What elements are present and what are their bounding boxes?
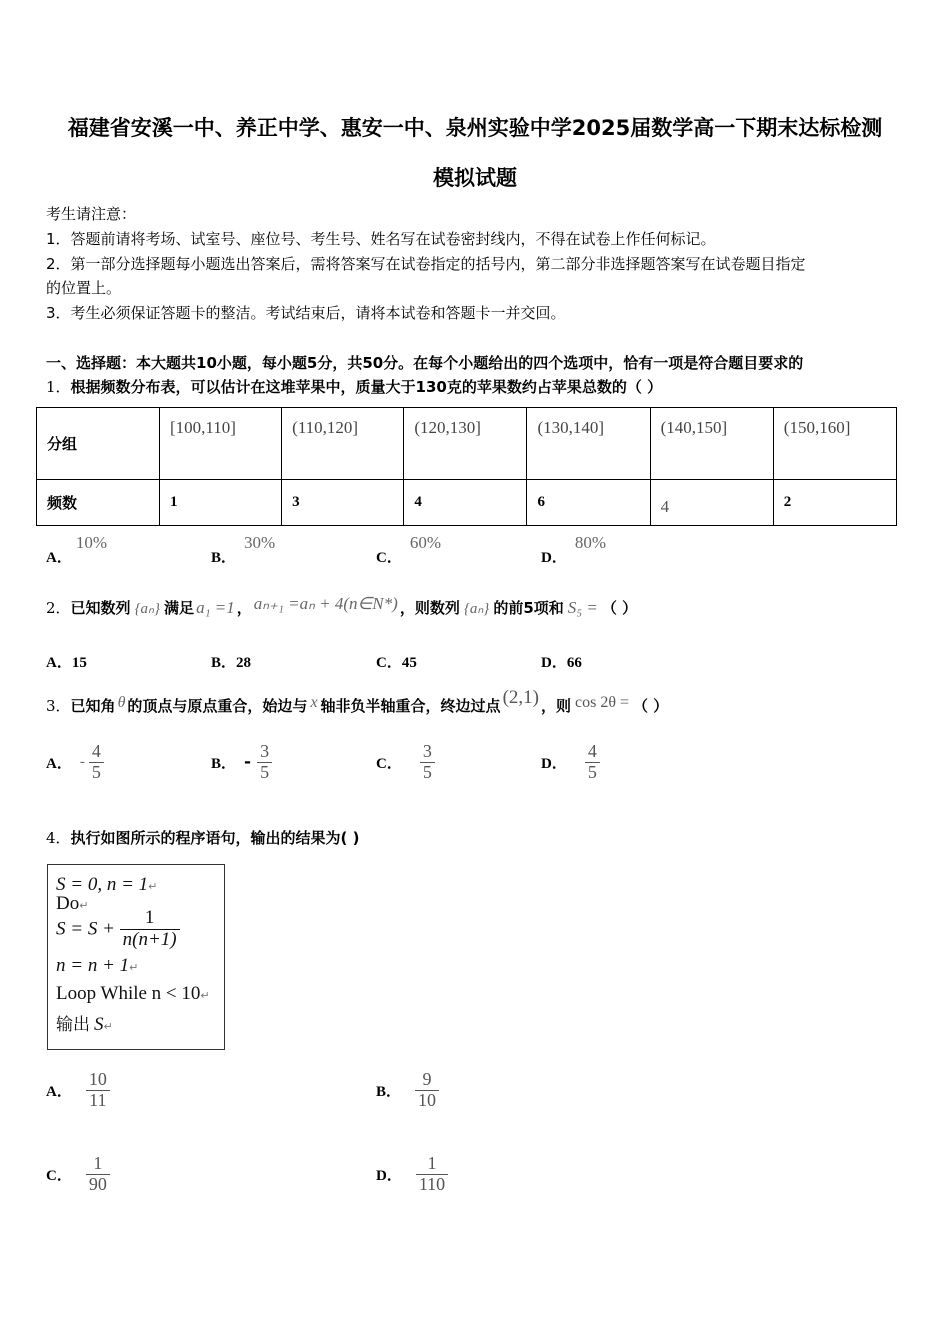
option-a[interactable] [46, 1070, 110, 1111]
question-text: 执行如图所示的程序语句，输出的结果为( ) [70, 829, 360, 847]
code-text: Loop While n < 10 [56, 983, 201, 1004]
question-number: 1． [46, 378, 71, 396]
option-b[interactable] [376, 1070, 439, 1111]
option-b[interactable] [211, 742, 272, 783]
return-mark: ↵ [148, 880, 158, 893]
fraction-numerator: 1 [144, 907, 155, 928]
return-mark: ↵ [200, 989, 210, 1002]
question-text: 轴非负半轴重合，终边过点 [320, 697, 501, 715]
table-cell: (140,150] [650, 408, 773, 480]
question-text: （ ） [633, 697, 669, 715]
option-a[interactable] [46, 742, 104, 783]
math-expr: θ [117, 694, 126, 711]
option-label: D． [376, 1167, 402, 1184]
table-cell: (120,130] [404, 408, 527, 480]
fraction-denominator: n(n+1) [120, 929, 180, 951]
sequence-expr: {aₙ} [134, 601, 161, 617]
option-value: 10% [75, 533, 108, 552]
page-title-line2: 模拟试题 [433, 166, 517, 190]
fraction-denominator: 11 [86, 1090, 110, 1111]
question-text: 的前5项和 [493, 599, 564, 617]
question-text: ， [236, 599, 252, 617]
option-label: C． [376, 755, 402, 772]
option-label: C． [376, 550, 402, 566]
option-label: B． [211, 550, 237, 566]
code-text: S = 0, n = 1 [56, 874, 149, 895]
option-c[interactable] [46, 1154, 110, 1195]
table-cell: [100,110] [160, 408, 282, 480]
program-line [56, 908, 180, 951]
option-d[interactable] [541, 742, 600, 783]
table-cell: (130,140] [527, 408, 650, 480]
question-text: 的顶点与原点重合，始边与 [127, 697, 308, 715]
option-value: 30% [244, 533, 276, 552]
fraction-denominator: 5 [89, 762, 104, 783]
option-d[interactable] [541, 651, 582, 672]
option-label: B． [376, 1083, 402, 1100]
question-text: 已知数列 [70, 599, 131, 617]
sequence-expr: {aₙ} [463, 601, 490, 617]
option-label: C． [46, 1167, 72, 1184]
math-expr: x [310, 694, 318, 711]
section-heading: 一、选择题：本大题共10小题，每小题5分，共50分。在每个小题给出的四个选项中，恰有一项是符合题目要求的 [46, 354, 804, 372]
option-d[interactable] [541, 532, 607, 566]
option-label: A． [46, 755, 72, 772]
code-text: n = n + 1 [56, 955, 130, 976]
notes-heading: 考生请注意： [46, 205, 137, 223]
option-label: A． [46, 1083, 72, 1100]
question-2 [46, 594, 638, 618]
question-text: 根据频数分布表，可以估计在这堆苹果中，质量大于130克的苹果数约占苹果总数的（ ） [70, 378, 663, 396]
option-value: 80% [574, 533, 607, 552]
option-a[interactable] [46, 651, 87, 672]
fraction [585, 742, 600, 783]
option-label: D． [541, 655, 567, 671]
fraction [86, 1154, 110, 1195]
note-item: 2．第一部分选择题每小题选出答案后，需将答案写在试卷指定的括号内，第二部分非选择题答案写在试卷题目指定 [46, 255, 806, 273]
code-text: S [94, 1014, 104, 1035]
option-label: C． [376, 655, 402, 671]
fraction-numerator: 1 [427, 1153, 437, 1173]
option-value: 28 [236, 655, 252, 671]
fraction [257, 742, 272, 783]
option-value: 15 [71, 655, 87, 671]
fraction-numerator: 10 [88, 1069, 107, 1089]
table-row [37, 408, 897, 480]
table-cell: (110,120] [282, 408, 404, 480]
math-expr: cos 2θ = [574, 694, 629, 711]
option-value: 66 [566, 655, 582, 671]
option-value: 45 [401, 655, 417, 671]
program-line [56, 955, 138, 977]
option-label: A． [46, 655, 72, 671]
question-text: 满足 [164, 599, 195, 617]
fraction-numerator: 3 [422, 741, 432, 761]
question-number: 4． [46, 829, 71, 847]
math-expr: a₁ =1 [196, 598, 235, 617]
option-label: A． [46, 550, 72, 566]
fraction [120, 908, 180, 951]
question-text: 已知角 [70, 697, 116, 715]
note-item: 的位置上。 [46, 279, 122, 297]
option-c[interactable] [376, 651, 417, 672]
option-sign: - [79, 753, 85, 770]
question-text: ，则数列 [399, 599, 460, 617]
table-header-cell: 频数 [37, 480, 160, 526]
table-cell: 4 [404, 480, 527, 526]
math-expr: (2,1) [502, 687, 539, 708]
table-cell: 1 [160, 480, 282, 526]
math-expr: S₅ = [567, 598, 598, 617]
fraction [416, 1154, 448, 1195]
option-c[interactable] [376, 532, 442, 566]
question-text: ，则 [540, 697, 571, 715]
code-text: Do [56, 893, 80, 914]
fraction-denominator: 10 [415, 1090, 439, 1111]
question-1 [46, 376, 662, 397]
fraction-numerator: 3 [260, 741, 270, 761]
fraction-denominator: 90 [86, 1174, 110, 1195]
question-4 [46, 827, 359, 848]
option-label: D． [541, 550, 567, 566]
option-label: B． [211, 755, 237, 772]
fraction-numerator: 4 [587, 741, 597, 761]
code-text: S = S + [56, 918, 115, 940]
return-mark: ↵ [129, 961, 139, 974]
note-item: 1．答题前请将考场、试室号、座位号、考生号、姓名写在试卷密封线内，不得在试卷上作任何标记。 [46, 230, 716, 248]
fraction [415, 1070, 439, 1111]
fraction [420, 742, 435, 783]
option-value: 60% [409, 533, 442, 552]
fraction-denominator: 5 [420, 762, 435, 783]
program-line [56, 1010, 113, 1036]
question-number: 2． [46, 599, 71, 617]
fraction-numerator: 1 [93, 1153, 103, 1173]
fraction-numerator: 4 [91, 741, 101, 761]
question-text: （ ） [601, 599, 638, 617]
page-title: 福建省安溪一中、养正中学、惠安一中、泉州实验中学2025届数学高一下期末达标检测 [67, 116, 883, 140]
table-row [37, 480, 897, 526]
fraction-numerator: 9 [422, 1069, 432, 1089]
option-b[interactable] [211, 532, 276, 566]
program-line [56, 983, 210, 1005]
option-sign: - [244, 752, 252, 773]
option-a[interactable] [46, 532, 108, 566]
math-expr: aₙ₊₁ =aₙ + 4(n∈N*) [253, 594, 398, 613]
table-cell: (150,160] [773, 408, 896, 480]
fraction [86, 1070, 110, 1111]
code-text: 输出 [56, 1015, 90, 1035]
option-d[interactable] [376, 1154, 448, 1195]
note-item: 3．考生必须保证答题卡的整洁。考试结束后，请将本试卷和答题卡一并交回。 [46, 304, 566, 322]
table-cell: 2 [773, 480, 896, 526]
table-cell: 4 [650, 480, 773, 526]
question-number: 3． [46, 697, 71, 715]
table-cell: 6 [527, 480, 650, 526]
option-c[interactable] [376, 742, 435, 783]
frequency-table [36, 407, 897, 526]
fraction-denominator: 5 [257, 762, 272, 783]
return-mark: ↵ [103, 1020, 113, 1033]
option-label: D． [541, 755, 567, 772]
question-3 [46, 687, 669, 717]
option-label: B． [211, 655, 237, 671]
table-cell: 3 [282, 480, 404, 526]
fraction-denominator: 110 [416, 1174, 448, 1195]
return-mark: ↵ [79, 899, 89, 912]
option-b[interactable] [211, 651, 251, 672]
fraction-denominator: 5 [585, 762, 600, 783]
table-header-cell: 分组 [37, 408, 160, 480]
fraction [89, 742, 104, 783]
